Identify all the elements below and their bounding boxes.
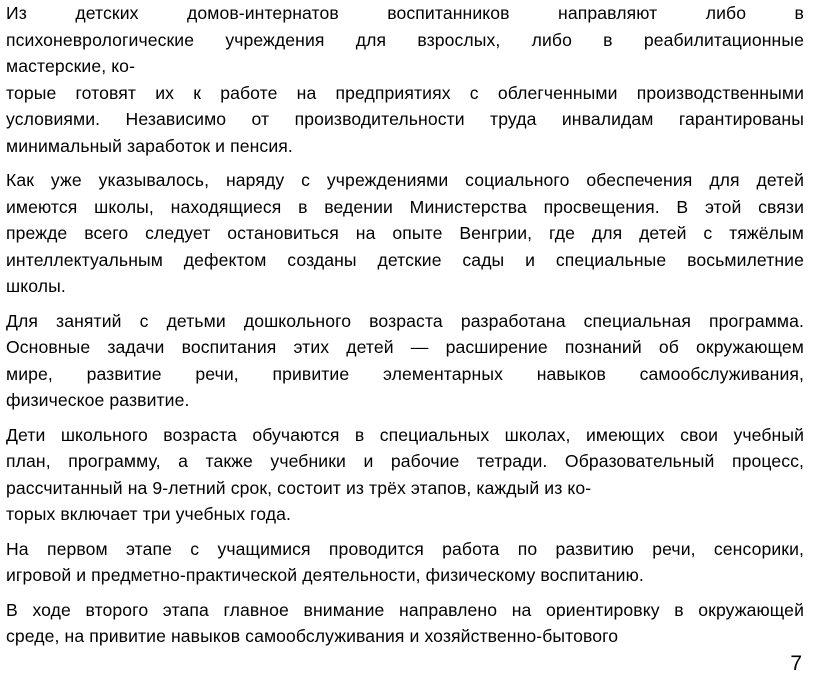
page-number: 7	[790, 652, 802, 675]
text-line: имеются школы, находящиеся в ведении Министерства просвещения. В этой связи	[6, 196, 804, 217]
text-line: Основные задачи воспитания этих детей — расширение познаний об окружающем	[6, 337, 804, 357]
text-line: мастерские, ко-	[6, 56, 136, 76]
paragraph-4	[6, 422, 804, 528]
text-line: На первом этапе с учащимися проводится работа по развитию речи, сенсорики,	[6, 538, 804, 559]
text-line: торые готовят их к работе на предприятиях с облегченными производственными	[6, 82, 804, 103]
text-line: Как уже указывалось, наряду с учреждениями социального обеспечения для детей	[6, 170, 804, 190]
paragraph-6	[6, 597, 804, 650]
paragraph-2	[6, 167, 804, 300]
text-line: физическое развитие.	[6, 390, 190, 410]
text-line: игровой и предметно-практической деятельности, физическому воспитанию.	[6, 565, 644, 585]
text-line: Из детских домов-интернатов воспитанников направляют либо в	[6, 3, 804, 23]
text-line: психоневрологические учреждения для взрослых, либо в реабилитационные	[6, 29, 804, 50]
text-line: рассчитанный на 9-летний срок, состоит из трёх этапов, каждый из ко-	[6, 477, 592, 498]
text-line: минимальный заработок и пенсия.	[6, 135, 293, 156]
text-line: торых включает три учебных года.	[6, 504, 291, 524]
paragraph-1	[6, 0, 804, 159]
text-line: В ходе второго этапа главное внимание направлено на ориентировку в окружающей	[6, 599, 804, 620]
text-line: условиями. Независимо от производительности труда инвалидам гарантированы	[6, 109, 804, 129]
text-line: интеллектуальным дефектом созданы детские сады и специальные восьмилетние	[6, 249, 804, 270]
text-line: среде, на привитие навыков самообслуживания и хозяйственно-бытового	[6, 626, 619, 646]
text-line: план, программу, а также учебники и рабочие тетради. Образовательный процесс,	[6, 451, 804, 471]
paragraph-5	[6, 536, 804, 589]
text-line: Для занятий с детьми дошкольного возраста разработана специальная программа.	[6, 310, 804, 331]
text-line: мире, развитие речи, привитие элементарных навыков самообслуживания,	[6, 363, 804, 384]
text-line: школы.	[6, 276, 66, 296]
document-page	[6, 0, 804, 650]
paragraph-3	[6, 308, 804, 414]
text-line: прежде всего следует остановиться на опыте Венгрии, где для детей с тяжёлым	[6, 223, 804, 243]
text-line: Дети школьного возраста обучаются в специальных школах, имеющих свои учебный	[6, 424, 804, 445]
